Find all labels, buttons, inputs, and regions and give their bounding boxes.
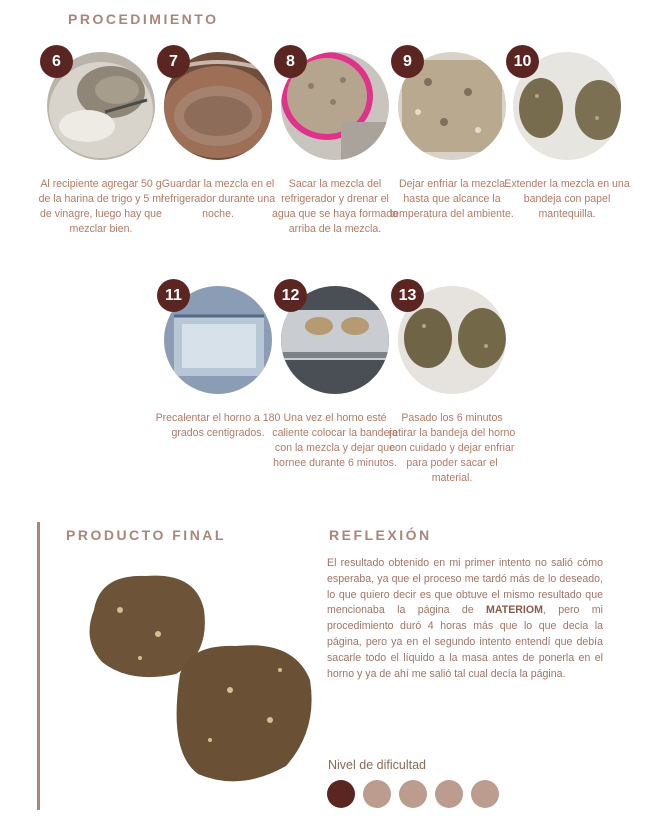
- step-13-badge: 13: [391, 279, 424, 312]
- difficulty-dot: [363, 780, 391, 808]
- step-11-text: Precalentar el horno a 180 grados centigrados.: [155, 412, 281, 439]
- step-10-text: Extender la mezcla en una bandeja con papel mantequilla.: [504, 178, 630, 220]
- reflection-highlight: MATERIOM: [486, 604, 543, 617]
- final-product-image: [80, 570, 320, 795]
- step-10-badge: 10: [506, 45, 539, 78]
- difficulty-dot: [399, 780, 427, 808]
- step-6-badge: 6: [40, 45, 73, 78]
- step-12-badge: 12: [274, 279, 307, 312]
- difficulty-label: Nivel de dificultad: [328, 758, 426, 772]
- difficulty-dot: [471, 780, 499, 808]
- step-8-text: Sacar la mezcla del refrigerador y drenar el agua que se haya formado arriba de la mezcla.: [271, 178, 399, 235]
- reflection-text: [327, 556, 603, 682]
- step-7-text: Guardar la mezcla en el refrigerador durante una noche.: [160, 178, 276, 220]
- step-11-badge: 11: [157, 279, 190, 312]
- difficulty-rating: [327, 780, 499, 808]
- step-9-text: Dejar enfriar la mezcla hasta que alcance la temperatura del ambiente.: [390, 178, 514, 220]
- procedimiento-title: PROCEDIMIENTO: [68, 11, 219, 27]
- difficulty-dot: [435, 780, 463, 808]
- difficulty-dot: [327, 780, 355, 808]
- step-8-badge: 8: [274, 45, 307, 78]
- producto-final-title: PRODUCTO FINAL: [66, 527, 226, 543]
- section-divider: [37, 522, 40, 810]
- step-9-badge: 9: [391, 45, 424, 78]
- step-6-text: Al recipiente agregar 50 g de la harina de trigo y 5 ml de vinagre, luego hay que mezclar bien.: [38, 178, 164, 235]
- reflection-text-before: El resultado obtenido en mi primer intento no salió cómo esperaba, ya que el proceso me tardó más de lo deseado, lo que quiero decir es que obtuve el mismo resultado que mencionaba la página de: [327, 557, 603, 617]
- step-7-badge: 7: [157, 45, 190, 78]
- step-13-text: Pasado los 6 minutos retirar la bandeja del horno con cuidado y dejar enfriar para poder sacar el material.: [388, 412, 516, 484]
- reflexion-title: REFLEXIÓN: [329, 527, 432, 543]
- reflection-text-after: , pero mi procedimiento duró 4 horas más que lo que decia la página, pero ya en el segundo intento entendí que debía sacarle todo el líquido a la masa antes de ponerla en el horno y ya de ahí me salió tal cual decía la página.: [327, 604, 603, 680]
- step-12-text: Una vez el horno esté caliente colocar la bandeja con la mezcla y dejar que hornee durante 6 minutos.: [272, 412, 398, 469]
